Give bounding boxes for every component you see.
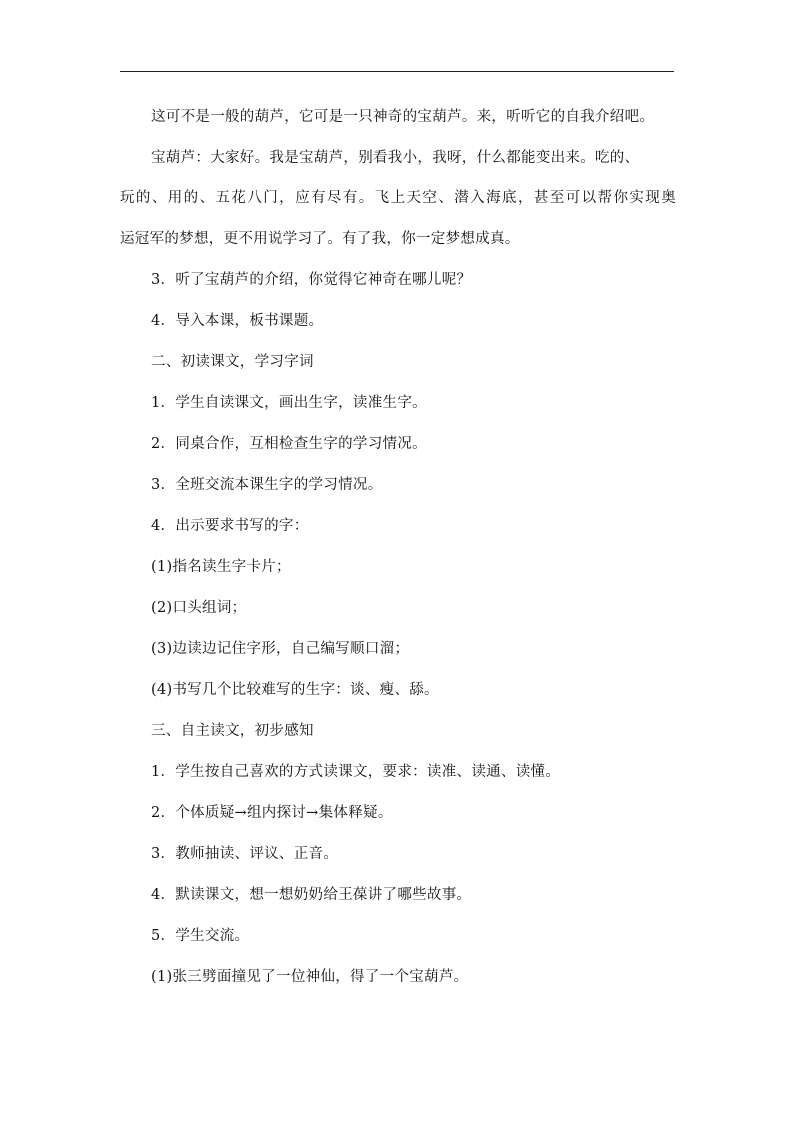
list-item: 4．导入本课，板书课题。 bbox=[151, 313, 324, 329]
list-item: 4．默读课文，想一想奶奶给王葆讲了哪些故事。 bbox=[151, 887, 472, 903]
header-rule bbox=[120, 71, 674, 72]
list-item: 2．个体质疑→组内探讨→集体释疑。 bbox=[151, 805, 393, 821]
list-item: 3．全班交流本课生字的学习情况。 bbox=[151, 477, 383, 493]
paragraph-line: 玩的、用的、五花八门，应有尽有。飞上天空、潜入海底，甚至可以帮你实现奥 bbox=[120, 190, 676, 206]
list-item: 1．学生按自己喜欢的方式读课文，要求：读准、读通、读懂。 bbox=[151, 764, 561, 780]
paragraph-line: 宝葫芦：大家好。我是宝葫芦，别看我小，我呀，什么都能变出来。吃的、 bbox=[151, 150, 640, 166]
paragraph-line: 运冠军的梦想，更不用说学习了。有了我，你一定梦想成真。 bbox=[120, 231, 520, 247]
sub-list-item: (3)边读边记住字形，自己编写顺口溜； bbox=[151, 641, 410, 657]
section-heading: 三、自主读文，初步感知 bbox=[151, 723, 314, 739]
sub-list-item: (1)张三劈面撞见了一位神仙，得了一个宝葫芦。 bbox=[151, 969, 469, 985]
list-item: 2．同桌合作，互相检查生字的学习情况。 bbox=[151, 436, 427, 452]
list-item: 3．听了宝葫芦的介绍，你觉得它神奇在哪儿呢？ bbox=[151, 272, 472, 288]
list-item: 3．教师抽读、评议、正音。 bbox=[151, 846, 339, 862]
sub-list-item: (4)书写几个比较难写的生字：谈、瘦、舔。 bbox=[151, 682, 439, 698]
paragraph-line: 这可不是一般的葫芦，它可是一只神奇的宝葫芦。来，听听它的自我介绍吧。 bbox=[151, 109, 655, 125]
sub-list-item: (1)指名读生字卡片； bbox=[151, 559, 291, 575]
section-heading: 二、初读课文，学习字词 bbox=[151, 354, 314, 370]
list-item: 5．学生交流。 bbox=[151, 928, 250, 944]
list-item: 1．学生自读课文，画出生字，读准生字。 bbox=[151, 395, 427, 411]
sub-list-item: (2)口头组词； bbox=[151, 600, 247, 616]
list-item: 4．出示要求书写的字： bbox=[151, 518, 309, 534]
